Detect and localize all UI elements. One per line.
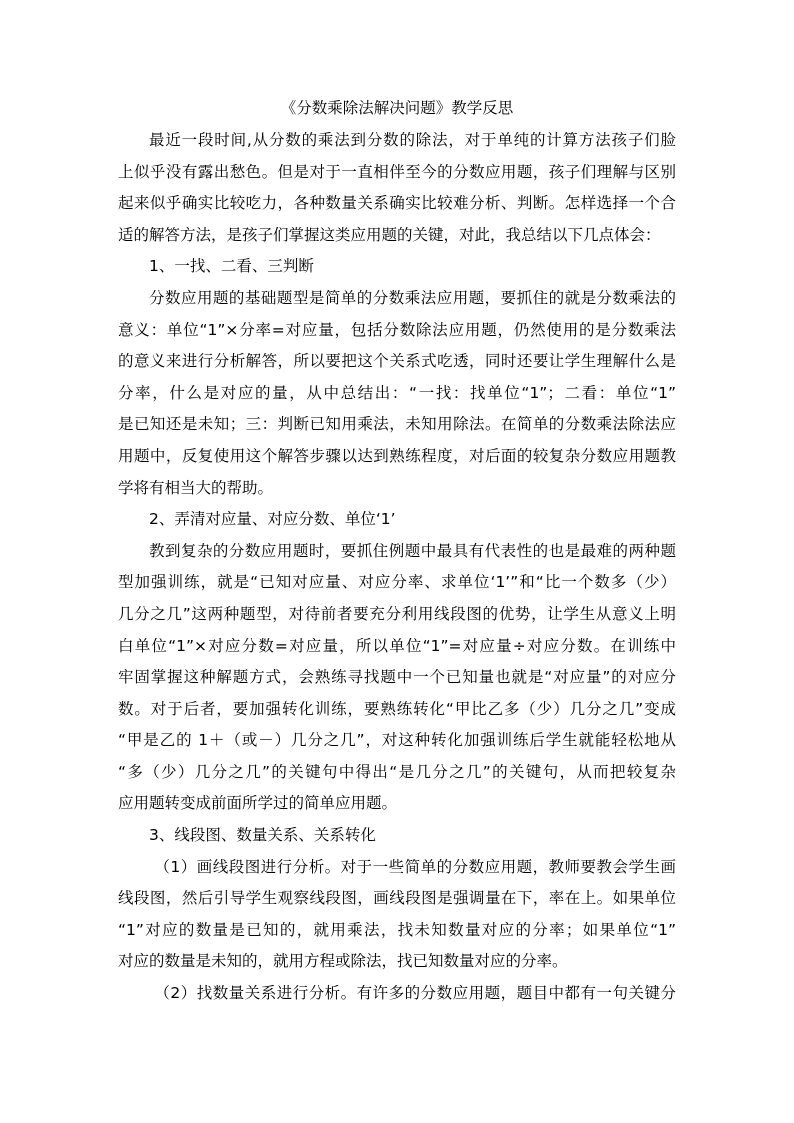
paragraph-line: 牢固掌握这种解题方式，会熟练寻找题中一个已知量也就是“对应量”的对应分 bbox=[118, 668, 676, 687]
section-heading-3: 3、线段图、数量关系、关系转化 bbox=[149, 826, 376, 845]
paragraph-line: “1”对应的数量是已知的，就用乘法，找未知数量对应的分率；如果单位“1” bbox=[118, 920, 676, 939]
section-3-paragraph-2 bbox=[118, 978, 676, 1010]
section-heading-1: 1、一找、二看、三判断 bbox=[149, 257, 314, 276]
paragraph-line: 的意义来进行分析解答，所以要把这个关系式吃透，同时还要让学生理解什么是 bbox=[118, 352, 676, 371]
paragraph-line: （1）画线段图进行分析。对于一些简单的分数应用题，教师要教会学生画 bbox=[154, 857, 676, 876]
intro-paragraph bbox=[118, 125, 676, 251]
paragraph-line: 分率，什么是对应的量，从中总结出：“一找：找单位“1”；二看：单位“1” bbox=[118, 383, 676, 402]
paragraph-line: 学将有相当大的帮助。 bbox=[118, 478, 274, 497]
paragraph-line: 型加强训练，就是“已知对应量、对应分率、求单位‘1’”和“比一个数多（少） bbox=[118, 573, 676, 592]
section-3-paragraph-1 bbox=[118, 852, 676, 978]
paragraph-line: 用题中，反复使用这个解答步骤以达到熟练程度，对后面的较复杂分数应用题教 bbox=[118, 446, 676, 465]
paragraph-line: “多（少）几分之几”的关键句中得出“是几分之几”的关键句，从而把较复杂 bbox=[118, 762, 676, 781]
paragraph-line: 起来似乎确实比较吃力，各种数量关系确实比较难分析、判断。怎样选择一个合 bbox=[118, 194, 676, 213]
paragraph-line: 分数应用题的基础题型是简单的分数乘法应用题，要抓住的就是分数乘法的 bbox=[149, 288, 676, 307]
paragraph-line: 几分之几”这两种题型，对待前者要充分利用线段图的优势，让学生从意义上明 bbox=[118, 604, 676, 623]
section-heading-2: 2、弄清对应量、对应分数、单位‘1’ bbox=[149, 510, 396, 529]
document-title: 《分数乘除法解决问题》教学反思 bbox=[280, 99, 514, 117]
paragraph-line: 教到复杂的分数应用题时，要抓住例题中最具有代表性的也是最难的两种题 bbox=[149, 541, 676, 560]
paragraph-line: （2）找数量关系进行分析。有许多的分数应用题，题目中都有一句关键分 bbox=[154, 984, 676, 1003]
paragraph-line: 白单位“1”×对应分数=对应量，所以单位“1”=对应量÷对应分数。在训练中 bbox=[118, 636, 676, 655]
paragraph-line: 适的解答方法，是孩子们掌握这类应用题的关键，对此，我总结以下几点体会： bbox=[118, 225, 661, 244]
paragraph-line: 上似乎没有露出愁色。但是对于一直相伴至今的分数应用题，孩子们理解与区别 bbox=[118, 162, 676, 181]
paragraph-line: 意义：单位“1”×分率=对应量，包括分数除法应用题，仍然使用的是分数乘法 bbox=[118, 320, 676, 339]
section-1-paragraph bbox=[118, 283, 676, 504]
paragraph-line: 最近一段时间,从分数的乘法到分数的除法，对于单纯的计算方法孩子们脸 bbox=[149, 131, 676, 149]
paragraph-line: 应用题转变成前面所学过的简单应用题。 bbox=[118, 794, 398, 813]
paragraph-line: “甲是乙的 1＋（或－）几分之几”，对这种转化加强训练后学生就能轻松地从 bbox=[118, 731, 676, 750]
paragraph-line: 线段图，然后引导学生观察线段图，画线段图是强调量在下，率在上。如果单位 bbox=[118, 889, 676, 908]
paragraph-line: 数。对于后者，要加强转化训练，要熟练转化“甲比乙多（少）几分之几”变成 bbox=[118, 699, 676, 718]
paragraph-line: 对应的数量是未知的，就用方程或除法，找已知数量对应的分率。 bbox=[118, 952, 568, 971]
paragraph-line: 是已知还是未知；三：判断已知用乘法，未知用除法。在简单的分数乘法除法应 bbox=[118, 415, 676, 434]
section-2-paragraph bbox=[118, 536, 676, 820]
